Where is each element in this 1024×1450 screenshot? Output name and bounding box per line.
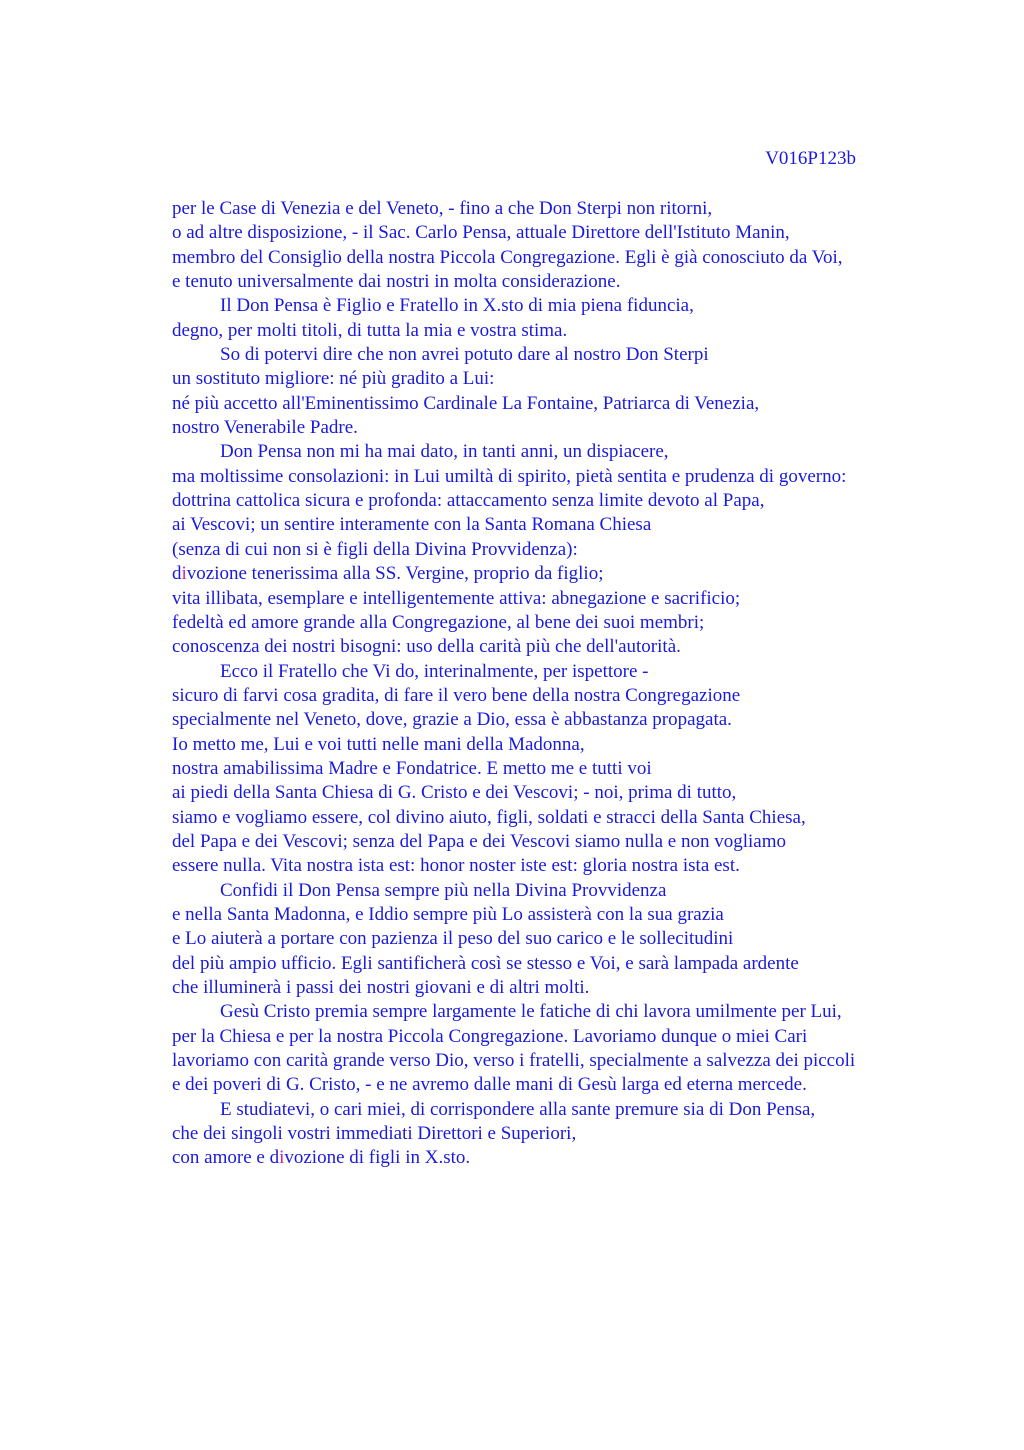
text-line: del Papa e dei Vescovi; senza del Papa e dei Vescovi siamo nulla e non vogliamo <box>172 830 787 852</box>
text-line: del più ampio ufficio. Egli santificherà così se stesso e Voi, e sarà lampada ardente <box>172 952 799 974</box>
text-line: e dei poveri di G. Cristo, - e ne avremo dalle mani di Gesù larga ed eterna mercede. <box>172 1074 807 1096</box>
page-reference-code: V016P123b <box>765 148 856 169</box>
text-line <box>172 562 855 586</box>
letter-body <box>172 197 855 1171</box>
text-line: o ad altre disposizione, - il Sac. Carlo Pensa, attuale Direttore dell'Istituto Manin, <box>172 222 790 244</box>
text-line: Don Pensa non mi ha mai dato, in tanti anni, un dispiacere, <box>220 441 669 463</box>
text-segment: vozione di figli in X.sto. <box>284 1147 471 1169</box>
text-line: e nella Santa Madonna, e Iddio sempre più Lo assisterà con la sua grazia <box>172 903 724 925</box>
text-line: che illuminerà i passi dei nostri giovani e di altri molti. <box>172 977 590 998</box>
text-line: Il Don Pensa è Figlio e Fratello in X.sto di mia piena fiduncia, <box>220 295 694 317</box>
text-line: nostra amabilissima Madre e Fondatrice. E metto me e tutti voi <box>172 757 652 779</box>
text-line: ai Vescovi; un sentire interamente con la Santa Romana Chiesa <box>172 514 652 536</box>
text-line: lavoriamo con carità grande verso Dio, verso i fratelli, specialmente a salvezza dei piccoli <box>172 1050 856 1072</box>
text-line: ai piedi della Santa Chiesa di G. Cristo e dei Vescovi; - noi, prima di tutto, <box>172 782 737 804</box>
text-line: conoscenza dei nostri bisogni: uso della carità più che dell'autorità. <box>172 636 681 658</box>
text-line: che dei singoli vostri immediati Direttori e Superiori, <box>172 1123 577 1145</box>
text-line: ma moltissime consolazioni: in Lui umiltà di spirito, pietà sentita e prudenza di governo: <box>172 465 847 487</box>
text-line: So di potervi dire che non avrei potuto dare al nostro Don Sterpi <box>220 344 709 366</box>
text-line: E studiatevi, o cari miei, di corrispondere alla sante premure sia di Don Pensa, <box>220 1098 816 1120</box>
highlighted-letter: i <box>181 563 187 585</box>
text-line: dottrina cattolica sicura e profonda: attaccamento senza limite devoto al Papa, <box>172 490 765 512</box>
text-line: vita illibata, esemplare e intelligentemente attiva: abnegazione e sacrificio; <box>172 587 741 609</box>
text-segment: d <box>172 563 182 585</box>
text-line: degno, per molti titoli, di tutta la mia e vostra stima. <box>172 319 568 341</box>
text-line: essere nulla. Vita nostra ista est: honor noster iste est: gloria nostra ista est. <box>172 855 740 877</box>
text-line: né più accetto all'Eminentissimo Cardinale La Fontaine, Patriarca di Venezia, <box>172 392 760 414</box>
text-line: per la Chiesa e per la nostra Piccola Congregazione. Lavoriamo dunque o miei Cari <box>172 1025 808 1047</box>
text-line: per le Case di Venezia e del Veneto, - fino a che Don Sterpi non ritorni, <box>172 198 713 219</box>
text-line: e tenuto universalmente dai nostri in molta considerazione. <box>172 271 621 293</box>
text-line: un sostituto migliore: né più gradito a Lui: <box>172 368 495 390</box>
text-line: (senza di cui non si è figli della Divina Provvidenza): <box>172 538 578 560</box>
text-line: fedeltà ed amore grande alla Congregazione, al bene dei suoi membri; <box>172 611 705 633</box>
text-line: Confidi il Don Pensa sempre più nella Divina Provvidenza <box>220 879 667 901</box>
text-line: sicuro di farvi cosa gradita, di fare il vero bene della nostra Congregazione <box>172 684 741 706</box>
text-line: specialmente nel Veneto, dove, grazie a Dio, essa è abbastanza propagata. <box>172 709 732 731</box>
text-segment: vozione tenerissima alla SS. Vergine, proprio da figlio; <box>186 563 604 585</box>
text-line: membro del Consiglio della nostra Piccola Congregazione. Egli è già conosciuto da Voi, <box>172 246 843 268</box>
highlighted-letter: i <box>279 1147 285 1169</box>
text-line: siamo e vogliamo essere, col divino aiuto, figli, soldati e stracci della Santa Chiesa, <box>172 806 806 828</box>
text-line: Ecco il Fratello che Vi do, interinalmente, per ispettore - <box>220 660 649 682</box>
text-line <box>172 1146 855 1170</box>
text-segment: con amore e d <box>172 1147 280 1169</box>
text-line: e Lo aiuterà a portare con pazienza il peso del suo carico e le sollecitudini <box>172 928 734 950</box>
text-line: Gesù Cristo premia sempre largamente le fatiche di chi lavora umilmente per Lui, <box>220 1001 842 1023</box>
text-line: Io metto me, Lui e voi tutti nelle mani della Madonna, <box>172 733 585 755</box>
text-line: nostro Venerabile Padre. <box>172 417 358 439</box>
